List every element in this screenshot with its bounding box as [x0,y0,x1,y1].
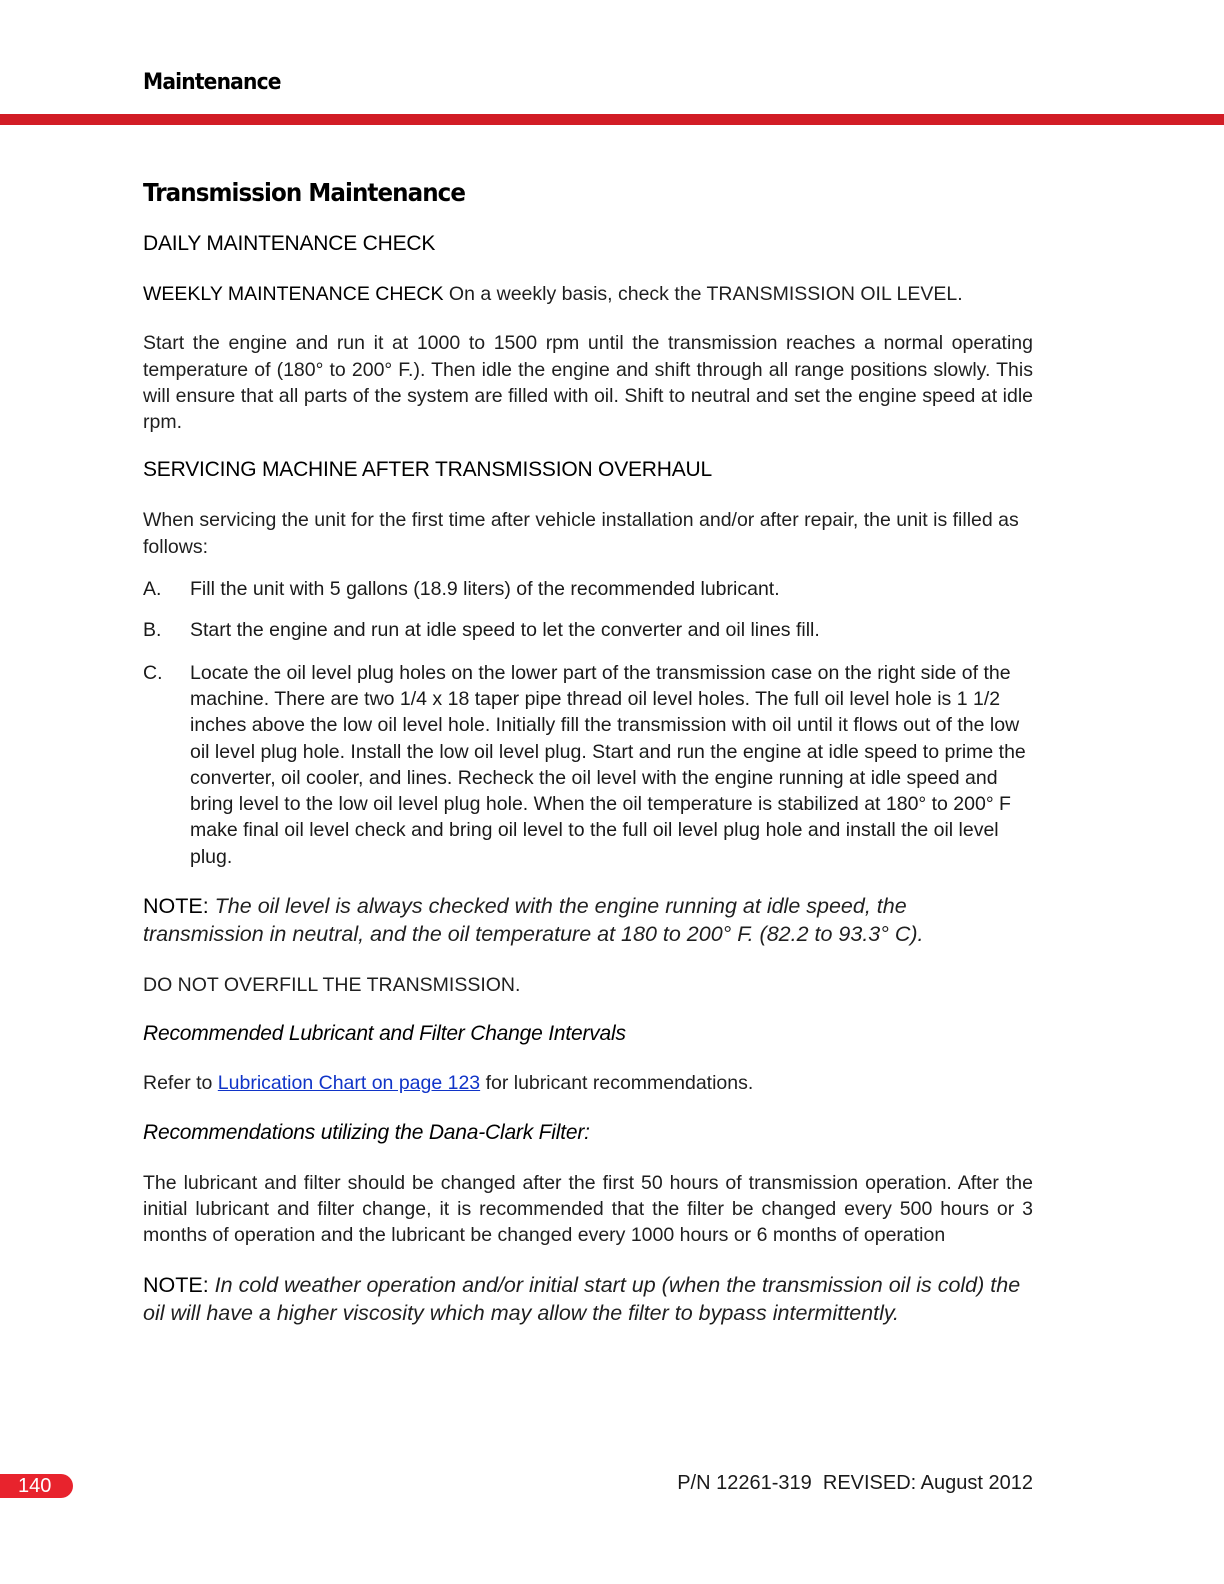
list-text: Fill the unit with 5 gallons (18.9 liters) of the recommended lubricant. [190,578,780,601]
refer-paragraph [143,1070,1033,1096]
note-label: NOTE: [143,1272,209,1297]
start-engine-paragraph: Start the engine and run it at 1000 to 1500 rpm until the transmission reaches a normal operating temperature of (180° to 200° F.). Then idle the engine and shift through all range positions slowly. This will ensure that all parts of the system are filled with oil. Shift to neutral and set the engine speed at idle rpm. [143,332,1033,434]
note-oil-level [143,892,1033,948]
dana-clark-paragraph: The lubricant and filter should be changed after the first 50 hours of transmission operation. After the initial lubricant and filter change, it is recommended that the filter be changed every 500 hours or 3 months of operation and the lubricant be changed every 1000 hours or 6 months of operation [143,1171,1033,1247]
list-item [143,617,1033,643]
page-content [143,178,1033,1327]
list-marker: C. [143,661,163,684]
note-text: The oil level is always checked with the engine running at idle speed, the transmission in neutral, and the oil temperature at 180 to 200° F. (82.2 to 93.3° C). [143,894,924,947]
intervals-heading: Recommended Lubricant and Filter Change Intervals [143,1022,626,1046]
note-cold-weather [143,1271,1033,1327]
daily-check-heading: DAILY MAINTENANCE CHECK [143,232,436,255]
header-red-rule [0,114,1224,125]
list-item [143,660,1033,870]
overfill-warning: DO NOT OVERFILL THE TRANSMISSION. [143,974,521,997]
list-text: Start the engine and run at idle speed to let the converter and oil lines fill. [190,619,820,642]
servicing-intro: When servicing the unit for the first time after vehicle installation and/or after repair, the unit is filled as follows: [143,509,1019,558]
dana-clark-heading: Recommendations utilizing the Dana-Clark Filter: [143,1120,590,1144]
weekly-check-lead: WEEKLY MAINTENANCE CHECK [143,283,444,305]
note-text: In cold weather operation and/or initial start up (when the transmission oil is cold) the oil will have a higher viscosity which may allow the filter to bypass intermittently. [143,1272,1021,1325]
list-text: Locate the oil level plug holes on the lower part of the transmission case on the right side of the machine. There are two 1/4 x 18 taper pipe thread oil level holes. The full oil level hole is 1 1/2 inches above the low oil level hole. Initially fill the transmission with oil until it flows out of the low oil level plug hole. Install the low oil level plug. Start and run the engine at idle speed to prime the converter, oil cooler, and lines. Recheck the oil level with the engine running at idle speed and bring level to the low oil level plug hole. When the oil temperature is stabilized at 180° to 200° F make final oil level check and bring oil level to the full oil level plug hole and install the oil level plug. [190,661,1026,868]
list-item [143,576,1033,602]
servicing-steps-list [143,576,1033,870]
section-title: Transmission Maintenance [143,178,466,207]
page-number-badge: 140 [0,1474,73,1498]
refer-prefix: Refer to [143,1072,218,1095]
weekly-check-paragraph [143,281,1033,307]
servicing-heading: SERVICING MACHINE AFTER TRANSMISSION OVERHAUL [143,458,712,482]
running-header-title: Maintenance [143,70,281,95]
list-marker: A. [143,578,162,601]
weekly-check-text: On a weekly basis, check the TRANSMISSION OIL LEVEL. [443,283,963,305]
list-marker: B. [143,619,162,642]
note-label: NOTE: [143,894,209,919]
footer-revision: P/N 12261-319 REVISED: August 2012 [677,1472,1033,1494]
refer-suffix: for lubricant recommendations. [480,1072,754,1095]
lubrication-chart-link[interactable]: Lubrication Chart on page 123 [217,1072,481,1095]
